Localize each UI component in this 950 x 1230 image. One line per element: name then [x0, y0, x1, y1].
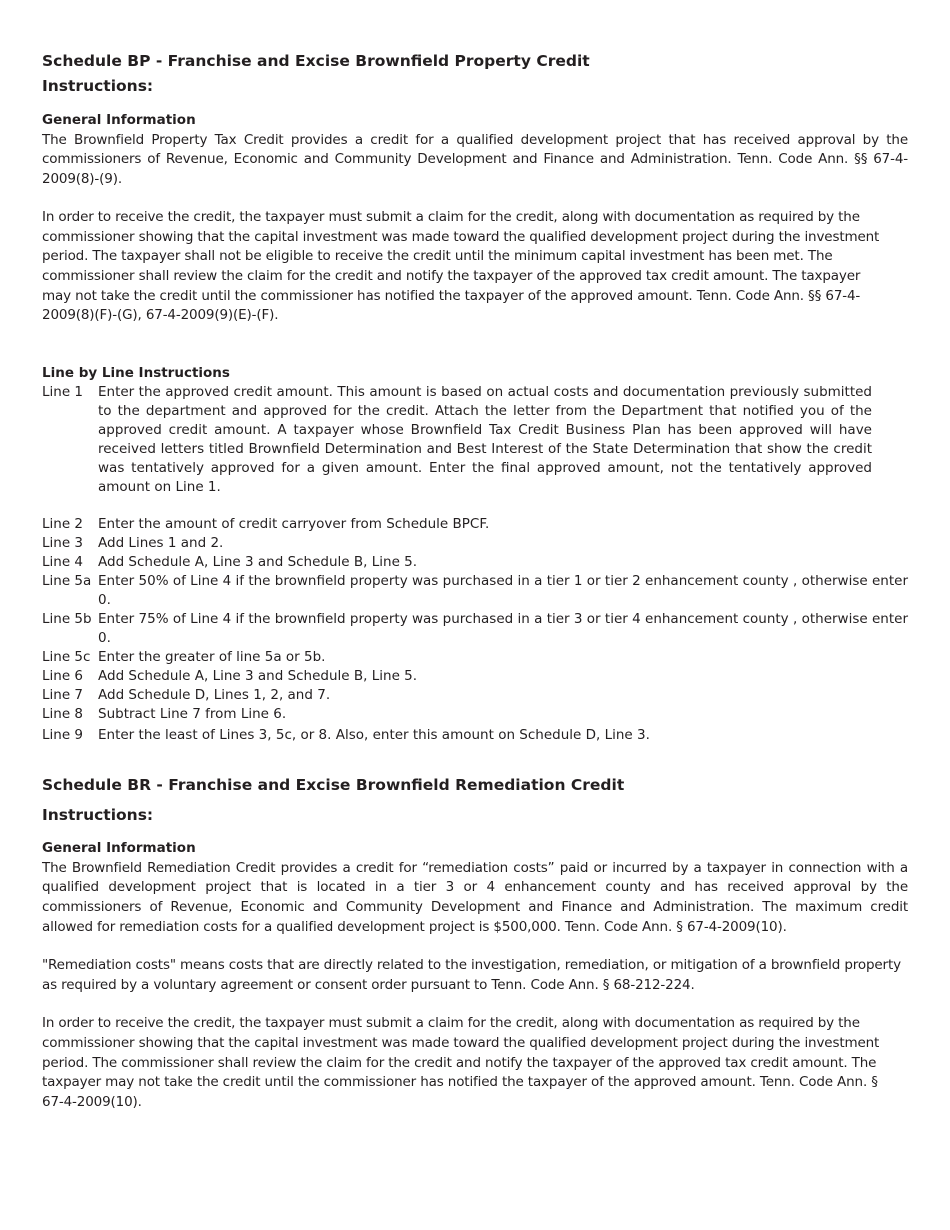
line-label: Line 4 — [42, 554, 84, 571]
line-label: Line 5c — [42, 649, 91, 666]
line-item-3 — [42, 534, 908, 553]
br-general-paragraph-3: In order to receive the credit, the taxpayer must submit a claim for the credit, along with documentation as required by the commissioner showing that the capital investment was made toward the qualified development project during the investment period. The commissioner shall review the claim for the credit and notify the taxpayer of the approved tax credit amount. The taxpayer may not take the credit until the commissioner has notified the taxpayer of the approved amount. Tenn. Code Ann. § 67-4-2009(10). — [42, 1015, 880, 1110]
line-label: Line 5a — [42, 573, 92, 590]
schedule-br-instructions-heading: Instructions: — [42, 806, 154, 825]
br-general-paragraph-1: The Brownfield Remediation Credit provides a credit for “remediation costs” paid or incurred by a taxpayer in connection with a qualified development project that is located in a tier 3 or 4 enhancement county and has received approval by the commissioners of Revenue, Economic and Community Development and Finance and Administration. The maximum credit allowed for remediation costs for a qualified development project is $500,000. Tenn. Code Ann. § 67-4-2009(10). — [42, 859, 908, 935]
line-label: Line 9 — [42, 727, 84, 744]
line-text: Enter the approved credit amount. This amount is based on actual costs and documentation previously submitted to the department and approved for the credit. Attach the letter from the Department that notified you of the approved credit amount. A taxpayer whose Brownfield Tax Credit Business Plan has been approved will have received letters titled Brownfield Determination and Best Interest of the State Determination that show the credit was tentatively approved for a given amount. Enter the final approved amount, not the tentatively approved amount on Line 1. — [98, 384, 872, 496]
schedule-bp-title: Schedule BP - Franchise and Excise Brownfield Property Credit — [42, 52, 590, 70]
line-text: Add Schedule A, Line 3 and Schedule B, Line 5. — [98, 668, 418, 685]
line-text: Add Lines 1 and 2. — [98, 535, 224, 552]
bp-general-information-heading: General Information — [42, 112, 196, 128]
schedule-bp-instructions-heading: Instructions: — [42, 77, 154, 95]
line-item-5a — [42, 572, 908, 610]
line-text: Add Schedule A, Line 3 and Schedule B, Line 5. — [98, 554, 418, 571]
line-item-9 — [42, 726, 908, 745]
line-label: Line 6 — [42, 668, 84, 685]
line-text: Enter the least of Lines 3, 5c, or 8. Also, enter this amount on Schedule D, Line 3. — [98, 727, 650, 744]
line-item-5c — [42, 648, 908, 667]
line-label: Line 1 — [42, 384, 84, 401]
bp-line-instructions — [42, 383, 908, 745]
line-text: Enter 50% of Line 4 if the brownfield property was purchased in a tier 1 or tier 2 enhancement county , otherwise enter 0. — [98, 573, 908, 609]
line-text: Add Schedule D, Lines 1, 2, and 7. — [98, 687, 331, 704]
schedule-br-title: Schedule BR - Franchise and Excise Brownfield Remediation Credit — [42, 776, 625, 795]
line-label: Line 5b — [42, 611, 92, 628]
line-text: Enter 75% of Line 4 if the brownfield property was purchased in a tier 3 or tier 4 enhancement county , otherwise enter 0. — [98, 611, 908, 647]
bp-general-paragraph-2: In order to receive the credit, the taxpayer must submit a claim for the credit, along with documentation as required by the commissioner showing that the capital investment was made toward the qualified development project during the investment period. The taxpayer shall not be eligible to receive the credit until the minimum capital investment has been met. The commissioner shall review the claim for the credit and notify the taxpayer of the approved tax credit amount. The taxpayer may not take the credit until the commissioner has notified the taxpayer of the approved amount. Tenn. Code Ann. §§ 67-4-2009(8)(F)-(G), 67-4-2009(9)(E)-(F). — [42, 209, 880, 324]
line-text: Enter the amount of credit carryover from Schedule BPCF. — [98, 516, 490, 533]
line-item-6 — [42, 667, 908, 686]
line-label: Line 3 — [42, 535, 84, 552]
br-general-paragraph-2: "Remediation costs" means costs that are directly related to the investigation, remediation, or mitigation of a brownfield property as required by a voluntary agreement or consent order pursuant to Tenn. Code Ann. § 68-212-224. — [42, 957, 901, 993]
line-label: Line 8 — [42, 706, 84, 723]
line-item-8 — [42, 705, 908, 724]
bp-line-by-line-heading: Line by Line Instructions — [42, 364, 230, 381]
line-item-7 — [42, 686, 908, 705]
line-item-2 — [42, 515, 908, 534]
bp-general-paragraph-1: The Brownfield Property Tax Credit provides a credit for a qualified development project that has received approval by the commissioners of Revenue, Economic and Community Development and Finance and Administration. Tenn. Code Ann. §§ 67-4-2009(8)-(9). — [42, 131, 908, 187]
line-label: Line 7 — [42, 687, 84, 704]
line-text: Subtract Line 7 from Line 6. — [98, 706, 287, 723]
line-item-1 — [42, 383, 908, 497]
line-item-4 — [42, 553, 908, 572]
line-label: Line 2 — [42, 516, 84, 533]
line-text: Enter the greater of line 5a or 5b. — [98, 649, 326, 666]
br-general-information-heading: General Information — [42, 840, 196, 857]
document-page — [42, 51, 908, 1112]
line-item-5b — [42, 610, 908, 648]
